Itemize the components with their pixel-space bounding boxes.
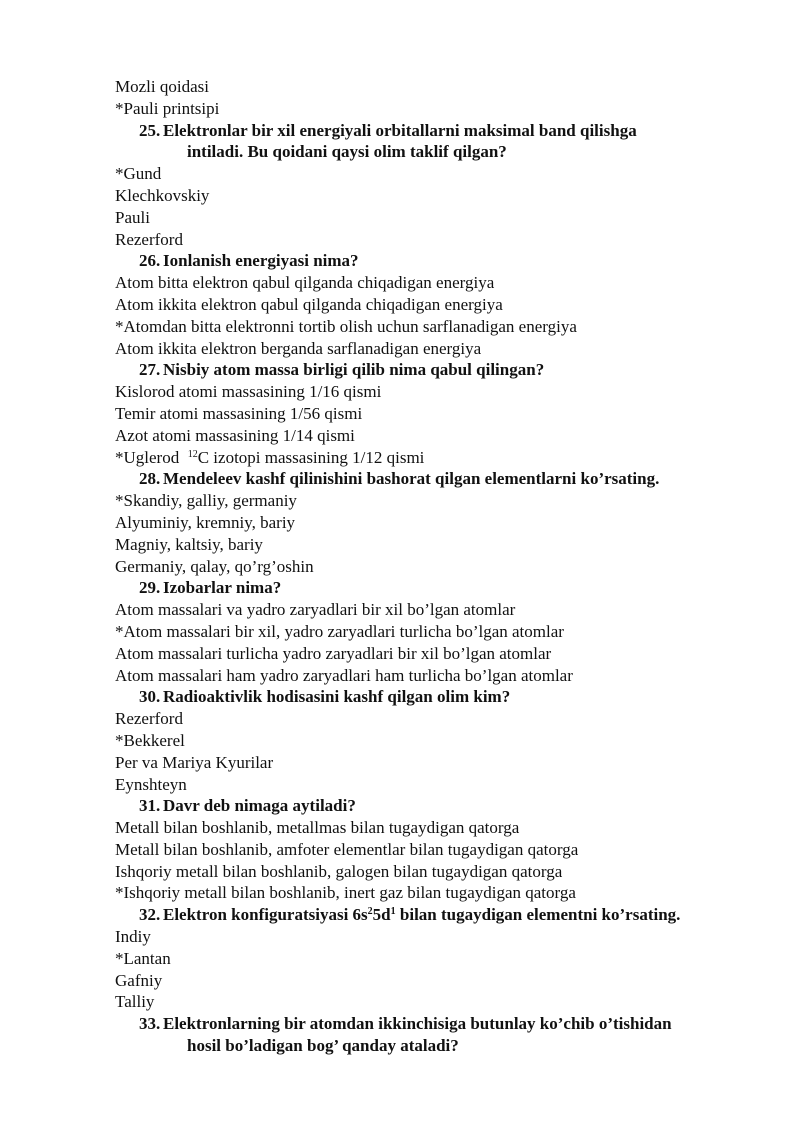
answer-option: Metall bilan boshlanib, metallmas bilan tugaydigan qatorga [115,818,520,838]
answer-option: Ishqoriy metall bilan boshlanib, galogen bilan tugaydigan qatorga [115,861,563,881]
answer-option: Kislorod atomi massasining 1/16 qismi [115,382,382,402]
answer-option: Metall bilan boshlanib, amfoter elementlar bilan tugaydigan qatorga [115,839,579,859]
question-text-part: Elektron konfiguratsiyasi 6s [163,905,368,925]
option-prefix: *Uglerod [115,447,188,467]
answer-option: Per va Mariya Kyurilar [115,752,274,772]
question-number: 26. [139,251,161,271]
superscript: 1 [390,906,396,918]
answer-option: *Lantan [115,948,171,968]
question-number: 32. [139,905,161,925]
option-suffix: C izotopi massasining 1/12 qismi [197,447,425,467]
question-text: Ionlanish energiyasi nima? [163,251,359,271]
question-text: Nisbiy atom massa birligi qilib nima qabul qilingan? [163,360,545,380]
answer-option: Alyuminiy, kremniy, bariy [115,512,296,532]
answer-option: *Pauli printsipi [115,98,220,118]
answer-option: *Bekkerel [115,730,185,750]
question-number: 25. [139,120,161,140]
question-number: 27. [139,360,161,380]
answer-option: Rezerford [115,709,183,729]
question-number: 33. [139,1014,161,1034]
answer-option: Gafniy [115,970,163,990]
question-number: 29. [139,578,161,598]
question-text: Elektronlarning bir atomdan ikkinchisiga butunlay ko’chib o’tishidan [163,1014,672,1034]
answer-option: Magniy, kaltsiy, bariy [115,534,263,554]
answer-option: Germaniy, qalay, qo’rg’oshin [115,556,314,576]
answer-option: Eynshteyn [115,774,187,794]
answer-option: *Gund [115,164,162,184]
question-number: 28. [139,469,161,489]
question-text-part: 5d [372,905,391,925]
answer-option: Atom ikkita elektron qabul qilganda chiqadigan energiya [115,294,503,314]
question-text: intiladi. Bu qoidani qaysi olim taklif qilgan? [187,142,507,162]
question-text: Davr deb nimaga aytiladi? [163,796,356,816]
answer-option: *Atom massalari bir xil, yadro zaryadlari turlicha bo’lgan atomlar [115,621,564,641]
isotope-mass-number: 12 [187,448,198,460]
question-28 [115,468,755,490]
question-text: Izobarlar nima? [163,578,282,598]
question-26 [115,250,755,272]
answer-option: Atom bitta elektron qabul qilganda chiqadigan energiya [115,273,495,293]
question-29 [115,577,755,599]
answer-option: Talliy [115,992,155,1012]
answer-option: *Atomdan bitta elektronni tortib olish uchun sarflanadigan energiya [115,316,577,336]
answer-option: *Skandiy, galliy, germaniy [115,491,297,511]
question-27 [115,359,755,381]
superscript: 2 [367,906,373,918]
question-25 [115,120,755,164]
question-text: hosil bo’ladigan bog’ qanday ataladi? [187,1036,459,1056]
answer-option: Azot atomi massasining 1/14 qismi [115,425,355,445]
question-text: Mendeleev kashf qilinishini bashorat qilgan elementlarni ko’rsating. [163,469,660,489]
question-33 [115,1013,755,1057]
question-list [115,76,755,1057]
answer-option: Atom ikkita elektron berganda sarflanadigan energiya [115,338,482,358]
answer-option: Rezerford [115,229,183,249]
answer-option: Mozli qoidasi [115,77,209,96]
answer-option: Klechkovskiy [115,185,210,205]
question-text: Elektronlar bir xil energiyali orbitallarni maksimal band qilishga [163,120,637,140]
answer-option: Temir atomi massasining 1/56 qismi [115,403,363,423]
question-31 [115,795,755,817]
answer-option: Pauli [115,207,150,227]
question-text-part: bilan tugaydigan elementni ko’rsating. [395,905,681,925]
question-text: Radioaktivlik hodisasini kashf qilgan olim kim? [163,687,511,707]
question-30 [115,686,755,708]
answer-option: Atom massalari va yadro zaryadlari bir xil bo’lgan atomlar [115,600,516,620]
question-number: 31. [139,796,161,816]
question-number: 30. [139,687,161,707]
answer-option: *Ishqoriy metall bilan boshlanib, inert gaz bilan tugaydigan qatorga [115,883,576,903]
question-32 [115,904,755,926]
answer-option [115,447,755,469]
answer-option: Atom massalari turlicha yadro zaryadlari bir xil bo’lgan atomlar [115,643,552,663]
answer-option: Atom massalari ham yadro zaryadlari ham turlicha bo’lgan atomlar [115,665,573,685]
question-text [163,904,755,926]
answer-option: Indiy [115,927,151,947]
